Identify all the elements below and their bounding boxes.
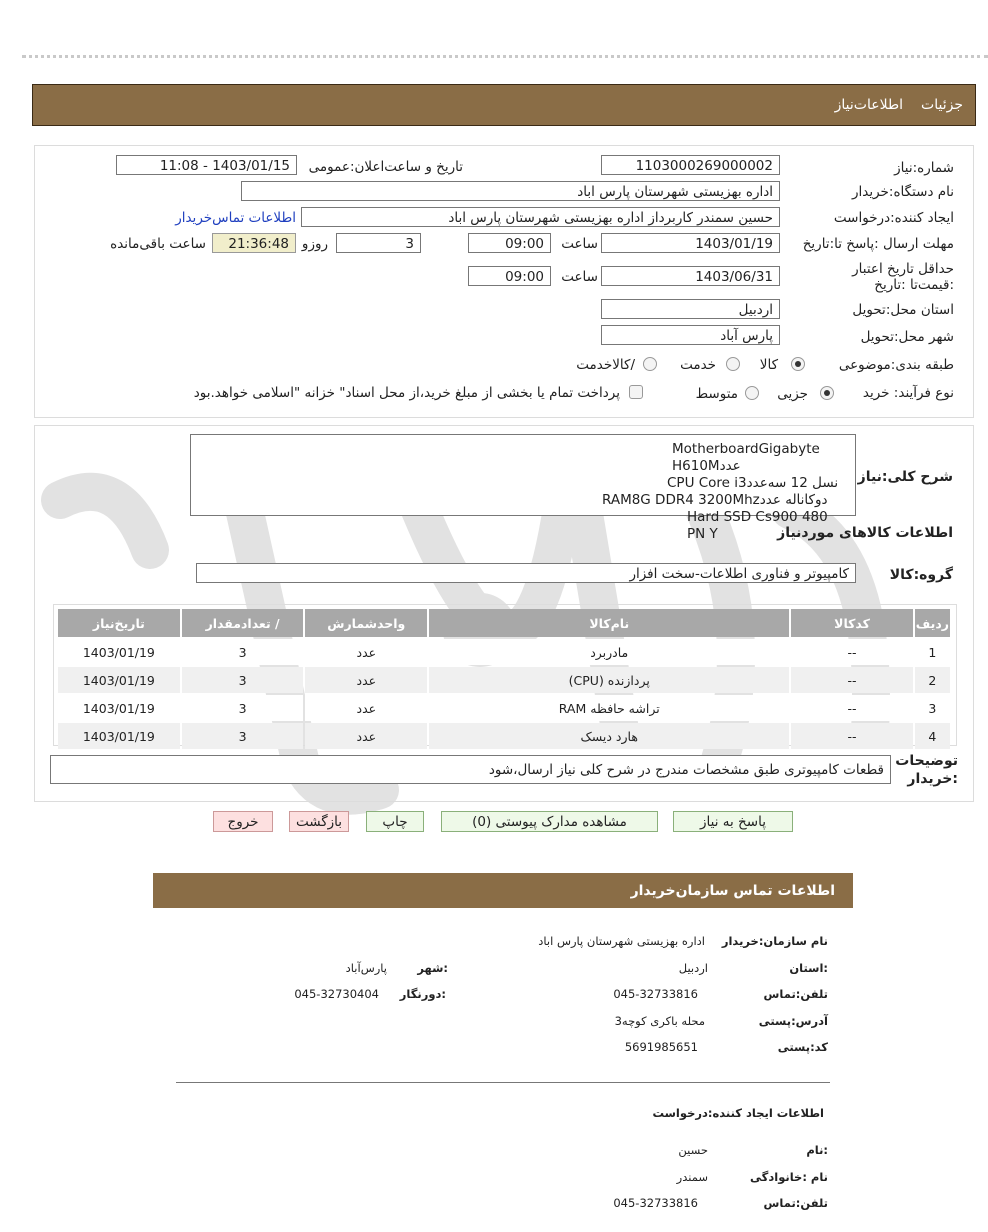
- buyer-contact-title: اطلاعات تماس سازمان‌خریدار: [630, 883, 835, 899]
- province-field: اردبیل: [601, 299, 780, 319]
- col-name: نام‌کالا: [429, 609, 789, 637]
- category-goods-service-label: /کالاخدمت: [576, 357, 635, 373]
- creator-info-heading: اطلاعات ایجاد کننده:درخواست: [652, 1106, 824, 1120]
- contact-postal-label: کد:پستی: [777, 1040, 828, 1054]
- back-button[interactable]: بازگشت: [289, 811, 349, 832]
- cell-unit: عدد: [305, 723, 427, 749]
- cell-code: --: [791, 695, 913, 721]
- cell-date: 1403/01/19: [58, 667, 180, 693]
- contact-postal-value: 5691985651: [624, 1040, 698, 1054]
- creator-name-label: :نام: [806, 1143, 828, 1157]
- cell-name: پردازنده (CPU): [429, 667, 789, 693]
- days-label: روزو: [301, 236, 328, 252]
- creator-name-value: حسین: [678, 1143, 708, 1157]
- buyer-contact-link[interactable]: اطلاعات تماس‌خریدار: [175, 210, 296, 226]
- cell-unit: عدد: [305, 695, 427, 721]
- cell-qty: 3: [182, 667, 304, 693]
- contact-org-value: اداره بهزیستی شهرستان پارس اباد: [538, 934, 705, 948]
- deadline-time-field: 09:00: [468, 233, 551, 253]
- cell-name: تراشه حافظه RAM: [429, 695, 789, 721]
- cell-unit: عدد: [305, 639, 427, 665]
- treasury-payment-note: پرداخت تمام یا بخشی از مبلغ خرید،از محل اسناد" خزانه "اسلامی خواهد.بود: [193, 385, 620, 401]
- process-type-label: نوع فرآیند: خرید: [862, 385, 954, 401]
- province-label: استان محل:تحویل: [852, 302, 954, 318]
- cell-row: 1: [915, 639, 950, 665]
- category-label: طبقه بندی:موضوعی: [838, 357, 954, 373]
- contact-address-label: آدرس:پستی: [758, 1014, 828, 1028]
- buyer-notes-label-2: :خریدار: [907, 771, 958, 787]
- table-row: [58, 723, 950, 749]
- contact-phone-label: تلفن:تماس: [763, 987, 828, 1001]
- city-label: شهر محل:تحویل: [860, 329, 954, 345]
- tab-need-info[interactable]: اطلاعات‌نیاز: [834, 97, 903, 113]
- cell-unit: عدد: [305, 667, 427, 693]
- creator-field: حسین سمندر کاربرداز اداره بهزیستی شهرستان پارس اباد: [301, 207, 780, 227]
- contact-address-value: محله باکری کوچه3: [614, 1014, 705, 1028]
- contact-divider: [176, 1082, 830, 1083]
- goods-group-field: کامپیوتر و فناوری اطلاعات-سخت افزار: [196, 563, 856, 583]
- process-medium-radio[interactable]: [745, 386, 759, 400]
- contact-org-label: نام سازمان:خریدار: [721, 934, 828, 948]
- announce-label: تاریخ و ساعت‌اعلان:عمومی: [308, 159, 463, 175]
- creator-phone-value: 045-32733816: [613, 1196, 698, 1210]
- cell-qty: 3: [182, 723, 304, 749]
- col-unit: واحدشمارش: [305, 609, 427, 637]
- category-goods-label: کالا: [759, 357, 778, 373]
- cell-name: هارد دیسک: [429, 723, 789, 749]
- validity-label: حداقل تاریخ اعتبار :قیمت‌تا :تاریخ: [852, 261, 954, 293]
- buyer-contact-header: [153, 873, 853, 908]
- exit-button[interactable]: خروج: [213, 811, 273, 832]
- top-dotted-divider: [22, 55, 988, 58]
- col-code: کدکالا: [791, 609, 913, 637]
- col-row: ردیف: [915, 609, 950, 637]
- cell-date: 1403/01/19: [58, 723, 180, 749]
- category-service-radio[interactable]: [726, 357, 740, 371]
- remaining-time-field: 21:36:48: [212, 233, 296, 253]
- category-service-label: خدمت: [680, 357, 716, 373]
- contact-fax-value: 045-32730404: [294, 987, 379, 1001]
- summary-line-2: CPU Core i3نسل 12 سه‌عدد: [667, 475, 839, 491]
- table-row: [58, 639, 950, 665]
- need-number-label: شماره:نیاز: [894, 160, 954, 176]
- announce-field: 1403/01/15 - 11:08: [116, 155, 297, 175]
- contact-city-value: پارس‌آباد: [345, 961, 387, 975]
- buyer-org-field: اداره بهزیستی شهرستان پارس اباد: [241, 181, 780, 201]
- validity-date-field: 1403/06/31: [601, 266, 780, 286]
- process-partial-radio[interactable]: [820, 386, 834, 400]
- cell-date: 1403/01/19: [58, 695, 180, 721]
- page-header: [32, 84, 976, 126]
- contact-phone-value: 045-32733816: [613, 987, 698, 1001]
- goods-info-heading: اطلاعات کالاهای مورد‌نیاز: [777, 525, 953, 541]
- contact-city-label: :شهر: [417, 961, 448, 975]
- remaining-label: ساعت باقی‌مانده: [110, 236, 206, 252]
- contact-province-label: :استان: [789, 961, 828, 975]
- buyer-notes-field: قطعات کامپیوتری طبق مشخصات مندرج در شرح کلی نیاز ارسال،شود: [50, 755, 891, 784]
- validity-time-field: 09:00: [468, 266, 551, 286]
- need-number-field: 1103000269000002: [601, 155, 780, 175]
- summary-field: [190, 434, 856, 542]
- contact-fax-label: :دورنگار: [399, 987, 446, 1001]
- col-qty: / تعدادمقدار: [182, 609, 304, 637]
- tab-details[interactable]: جزئیات: [921, 97, 963, 113]
- cell-name: مادربرد: [429, 639, 789, 665]
- goods-group-label: گروه:کالا: [889, 567, 953, 583]
- creator-label: ایجاد کننده:درخواست: [833, 210, 954, 226]
- process-medium-label: متوسط: [695, 386, 738, 402]
- validity-time-label: ساعت: [561, 269, 598, 285]
- cell-row: 3: [915, 695, 950, 721]
- deadline-label: مهلت ارسال :پاسخ تا:تاریخ: [802, 236, 954, 252]
- summary-line-3: RAM8G DDR4 3200Mhzدوکاناله عدد: [602, 492, 828, 508]
- reply-button[interactable]: پاسخ به نیاز: [673, 811, 793, 832]
- buyer-org-label: نام دستگاه:خریدار: [851, 184, 954, 200]
- deadline-date-field: 1403/01/19: [601, 233, 780, 253]
- cell-date: 1403/01/19: [58, 639, 180, 665]
- cell-qty: 3: [182, 639, 304, 665]
- items-table: [56, 607, 952, 751]
- summary-label: شرح کلی:نیاز: [857, 469, 953, 485]
- contact-province-value: اردبیل: [678, 961, 708, 975]
- creator-family-value: سمندر: [676, 1170, 708, 1184]
- summary-line-4: Hard SSD Cs900 480 PN Y: [687, 509, 828, 542]
- cell-code: --: [791, 723, 913, 749]
- cell-code: --: [791, 667, 913, 693]
- creator-phone-label: تلفن:تماس: [763, 1196, 828, 1210]
- cell-row: 4: [915, 723, 950, 749]
- cell-code: --: [791, 639, 913, 665]
- table-row: [58, 695, 950, 721]
- attachments-button[interactable]: مشاهده مدارک پیوستی (0): [441, 811, 658, 832]
- cell-row: 2: [915, 667, 950, 693]
- col-date: تاریخ‌نیاز: [58, 609, 180, 637]
- city-field: پارس آباد: [601, 325, 780, 345]
- cell-qty: 3: [182, 695, 304, 721]
- category-goods-service-radio[interactable]: [643, 357, 657, 371]
- buyer-notes-label-1: توضیحات: [895, 753, 958, 769]
- deadline-time-label: ساعت: [561, 236, 598, 252]
- category-goods-radio[interactable]: [791, 357, 805, 371]
- summary-line-1: MotherboardGigabyte H610Mعدد: [672, 441, 820, 474]
- table-row: [58, 667, 950, 693]
- days-field: 3: [336, 233, 421, 253]
- creator-family-label: نام :خانوادگی: [750, 1170, 828, 1184]
- process-partial-label: جزیی: [777, 386, 808, 402]
- treasury-payment-checkbox[interactable]: [629, 385, 643, 399]
- print-button[interactable]: چاپ: [366, 811, 424, 832]
